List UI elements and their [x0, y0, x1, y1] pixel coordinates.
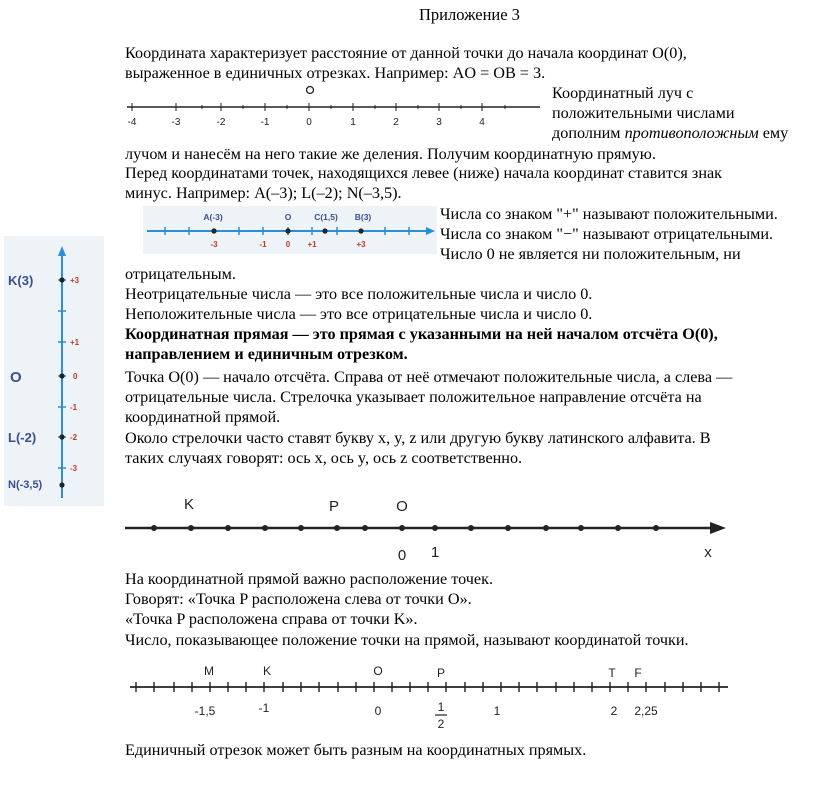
definition-line: направлением и единичным отрезком.	[125, 345, 408, 363]
text-line: На координатной прямой важно расположение точек.	[125, 570, 494, 588]
text-line: Перед координатами точек, находящихся левее (ниже) начала координат ставится знак	[125, 164, 723, 182]
tick-label: +3	[356, 240, 366, 249]
point-label-k: K(3)	[8, 273, 34, 288]
point-a-marker	[211, 228, 216, 233]
text-line: Число 0 не является ни положительным, ни	[440, 245, 741, 263]
tick-label: +3	[70, 276, 80, 285]
kpo-number-line-figure	[120, 488, 730, 568]
tick-label: -1	[259, 240, 267, 249]
text-line: Неотрицательные числа — это все положительные числа и число 0.	[125, 285, 593, 303]
coordinate-line-figure	[128, 660, 738, 740]
point-label-p: P	[328, 498, 340, 515]
text-line: положительными числами	[552, 104, 735, 122]
tick-label: 4	[479, 117, 485, 128]
tick-label: -1	[70, 403, 78, 412]
point-n-marker	[59, 482, 64, 487]
text-line: Числа со знаком "+" называют положительными.	[440, 205, 778, 223]
number-label: -1,5	[194, 704, 216, 718]
text-line: Число, показывающее положение точки на прямой, называют координатой точки.	[125, 631, 689, 649]
text-line: отрицательные числа. Стрелочка указывает положительное направление отсчёта на	[125, 388, 702, 406]
tick-label: 1	[350, 117, 356, 128]
tick-label: -4	[127, 117, 137, 128]
number-label: -1	[258, 701, 270, 715]
tick-label: -2	[70, 433, 78, 442]
point-label-n: N(-3,5)	[8, 479, 43, 491]
point-label-l: L(-2)	[8, 430, 37, 445]
point-label-f: F	[634, 666, 642, 680]
number-label: 0	[397, 547, 407, 564]
point-label-k: K	[183, 496, 195, 513]
tick-label: 0	[285, 240, 291, 249]
point-o-marker	[307, 87, 314, 94]
axis-name-x: x	[704, 544, 712, 561]
text-line: Неположительные числа — это все отрицательные числа и число 0.	[125, 305, 593, 323]
text-line: Говорят: «Точка P расположена слева от точки O».	[125, 590, 472, 608]
appendix-title: Приложение 3	[419, 5, 520, 24]
text-line: Около стрелочки часто ставят букву x, y, z или другую букву латинского алфавита. В	[125, 429, 711, 447]
italic-term: противоположным	[624, 124, 759, 142]
text-line	[552, 123, 788, 143]
blue-number-line-figure	[143, 206, 443, 256]
text-line: Числа со знаком "−" называют отрицательными.	[440, 225, 774, 243]
point-k-marker	[59, 277, 64, 282]
vertical-axis-figure	[4, 236, 109, 506]
text-line: минус. Например: A(–3); L(–2); N(–3,5).	[125, 184, 402, 202]
point-label-p: P	[436, 666, 446, 680]
text-line: выраженное в единичных отрезках. Например: AO = OB = 3.	[125, 64, 546, 82]
tick-label: 0	[73, 372, 78, 381]
text-fragment: ему	[758, 124, 789, 142]
number-label: 0	[374, 704, 382, 718]
tick-label: 0	[306, 117, 312, 128]
point-b-marker	[358, 228, 363, 233]
number-label: 1	[430, 544, 440, 561]
arrow-head	[710, 522, 726, 534]
point-label-o: O	[373, 664, 383, 678]
text-line: Координата характеризует расстояние от данной точки до начала координат O(0),	[125, 44, 687, 62]
tick-label: -3	[70, 464, 78, 473]
tick-label: +1	[70, 338, 80, 347]
point-label-o: O	[396, 498, 408, 515]
point-label-k: K	[262, 664, 272, 678]
tick-label: 3	[436, 117, 442, 128]
text-line: «Точка P расположена справа от точки K».	[125, 610, 418, 628]
text-line: Точка O(0) — начало отсчёта. Справа от неё отмечают положительные числа, а слева —	[125, 368, 733, 386]
point-o-marker	[59, 373, 64, 378]
number-line-figure	[125, 80, 545, 130]
tick-label: +1	[307, 240, 317, 249]
number-label: 2	[610, 704, 618, 718]
text-line: отрицательным.	[125, 265, 236, 283]
point-c-marker	[322, 228, 327, 233]
tick-label: -2	[216, 117, 226, 128]
fraction-numerator: 1	[437, 700, 445, 714]
point-label-t: T	[608, 666, 616, 680]
text-line: лучом и нанесём на него такие же деления. Получим координатную прямую.	[125, 145, 656, 163]
text-line: координатной прямой.	[125, 408, 281, 426]
point-o-marker	[285, 228, 290, 233]
tick-label: -3	[210, 240, 218, 249]
point-label-a: A(-3)	[203, 212, 223, 222]
point-label-o: O	[10, 369, 22, 386]
fraction-denominator: 2	[437, 717, 445, 731]
text-line: Координатный луч с	[552, 84, 694, 102]
text-fragment: дополним	[552, 124, 625, 142]
text-line: Единичный отрезок может быть разным на координатных прямых.	[125, 741, 587, 759]
tick-label: 2	[393, 117, 399, 128]
point-l-marker	[59, 434, 64, 439]
tick-label: -3	[171, 117, 181, 128]
text-line: таких случаях говорят: ось x, ось y, ось z соответственно.	[125, 449, 523, 467]
point-label-c: C(1,5)	[314, 212, 338, 222]
point-label-o: O	[284, 212, 292, 222]
number-label: 2,25	[634, 704, 658, 718]
point-label-m: M	[204, 664, 214, 678]
number-label: 1	[493, 704, 501, 718]
point-label-b: B(3)	[354, 212, 372, 222]
tick-label: -1	[260, 117, 270, 128]
definition-line: Координатная прямая — это прямая с указанными на ней началом отсчёта O(0),	[125, 325, 718, 343]
